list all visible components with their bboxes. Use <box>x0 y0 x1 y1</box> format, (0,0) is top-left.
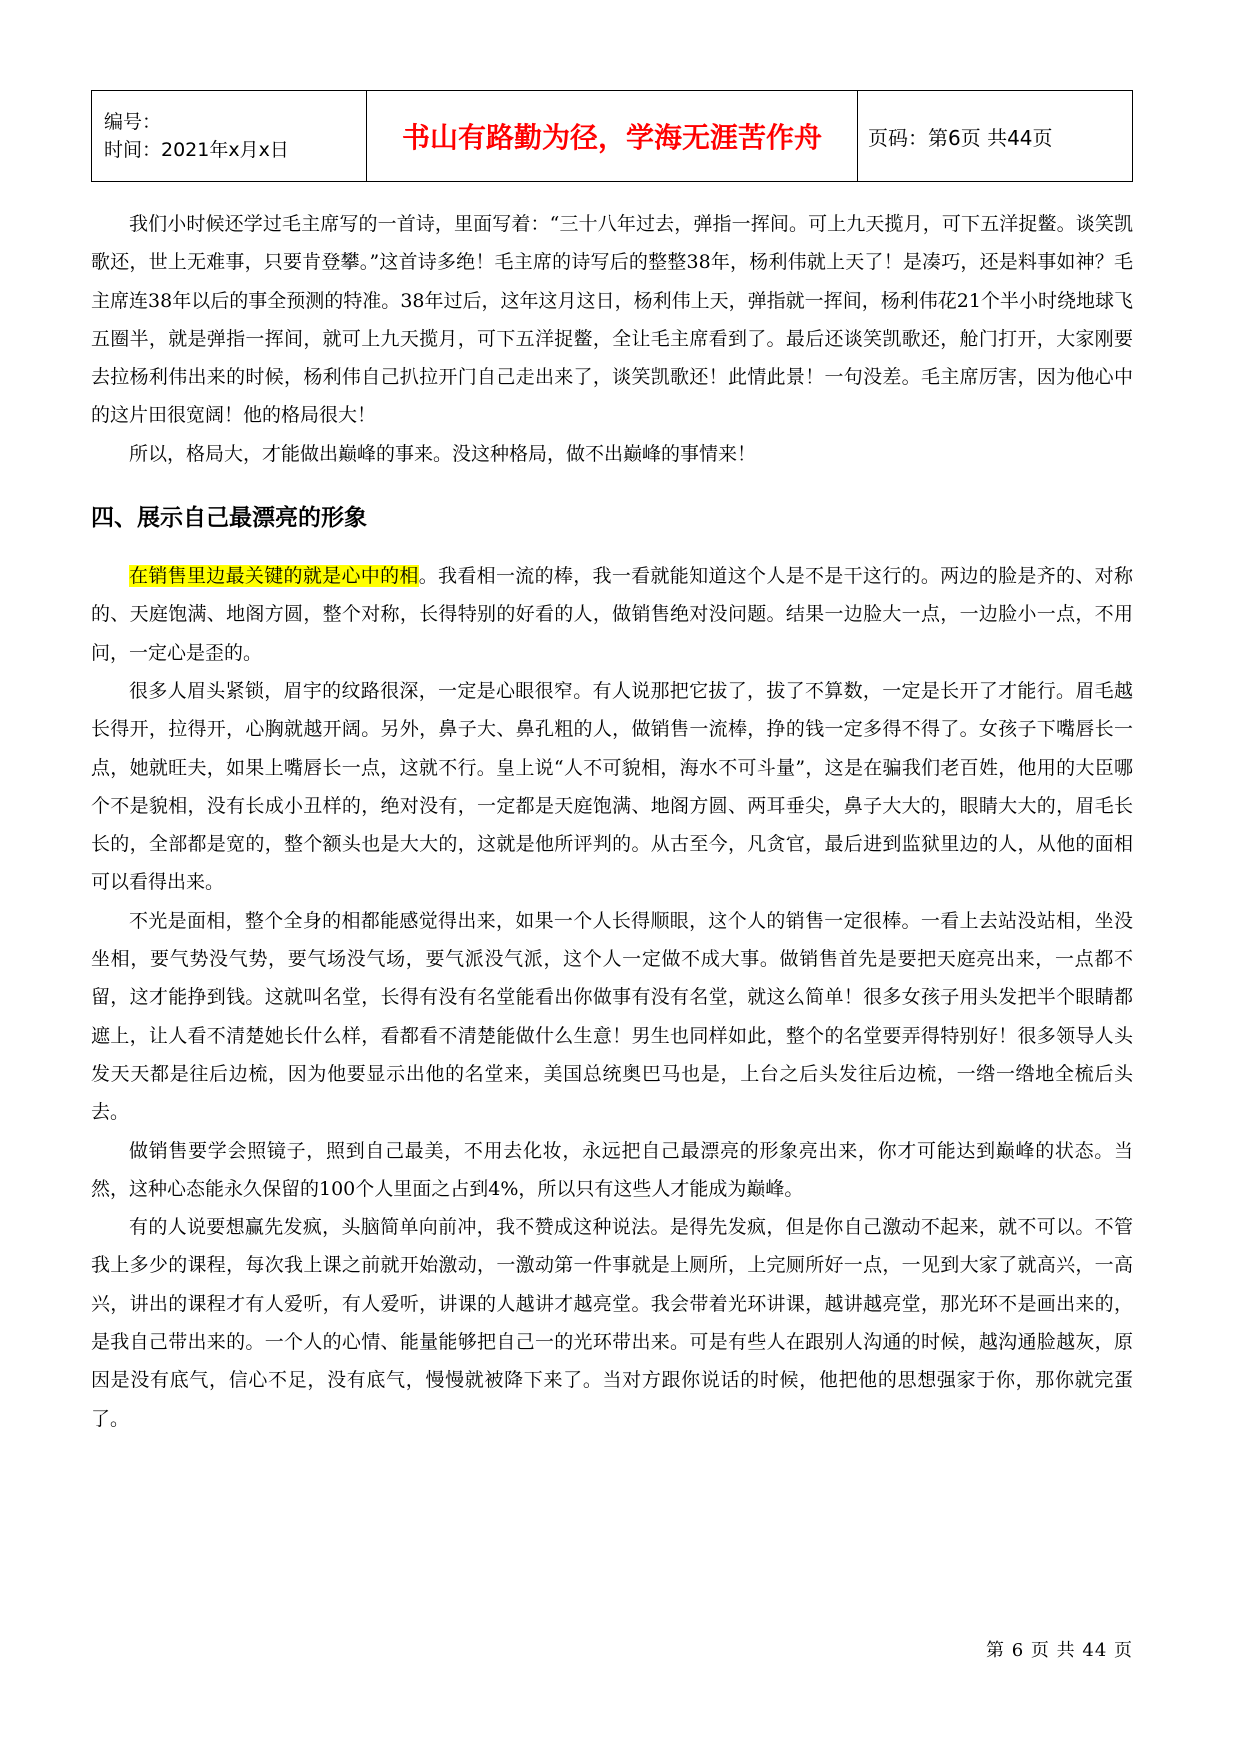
paragraph: 有的人说要想赢先发疯，头脑简单向前冲，我不赞成这种说法。是得先发疯，但是你自己激动不起来，就不可以。不管我上多少的课程，每次我上课之前就开始激动，一激动第一件事就是上厕所，上完厕所好一点，一见到大家了就高兴，一高兴，讲出的课程才有人爱听，有人爱听，讲课的人越讲才越亮堂。我会带着光环讲课，越讲越亮堂，那光环不是画出来的，是我自己带出来的。一个人的心情、能量能够把自己一的光环带出来。可是有些人在跟别人沟通的时候，越沟通脸越灰，原因是没有底气，信心不足，没有底气，慢慢就被降下来了。当对方跟你说话的时候，他把他的思想强家于你，那你就完蛋了。 <box>91 1216 1133 1430</box>
document-number-label: 编号： <box>104 111 162 133</box>
paragraph: 不光是面相，整个全身的相都能感觉得出来，如果一个人长得顺眼，这个人的销售一定很棒。一看上去站没站相，坐没坐相，要气势没气势，要气场没气场，要气派没气派，这个人一定做不成大事。做销售首先是要把天庭亮出来，一点都不留，这才能挣到钱。这就叫名堂，长得有没有名堂能看出你做事有没有名堂，就这么简单！很多女孩子用头发把半个眼睛都遮上，让人看不清楚她长什么样，看都看不清楚能做什么生意！男生也同样如此，整个的名堂要弄得特别好！很多领导人头发天天都是往后边梳，因为他要显示出他的名堂来，美国总统奥巴马也是，上台之后头发往后边梳，一绺一绺地全梳后头去。 <box>91 909 1133 1124</box>
document-body <box>91 205 1133 1438</box>
header-page-number: 页码：第6页 共44页 <box>858 91 1133 182</box>
document-header <box>91 90 1133 182</box>
section-heading: 四、展示自己最漂亮的形象 <box>91 505 367 532</box>
paragraph: 所以，格局大，才能做出巅峰的事来。没这种格局，做不出巅峰的事情来！ <box>129 442 757 465</box>
page-footer: 第 6 页 共 44 页 <box>986 1640 1133 1661</box>
paragraph-highlighted <box>91 557 1133 672</box>
header-motto: 书山有路勤为径，学海无涯苦作舟 <box>367 91 858 182</box>
paragraph: 做销售要学会照镜子，照到自己最美，不用去化妆，永远把自己最漂亮的形象亮出来，你才可能达到巅峰的状态。当然，这种心态能永久保留的100个人里面之占到4%，所以只有这些人才能成为巅峰。 <box>91 1139 1133 1200</box>
paragraph: 我们小时候还学过毛主席写的一首诗，里面写着：“三十八年过去，弹指一挥间。可上九天揽月，可下五洋捉鳖。谈笑凯歌还，世上无难事，只要肯登攀。”这首诗多绝！毛主席的诗写后的整整38年，杨利伟就上天了！是凑巧，还是料事如神？毛主席连38年以后的事全预测的特准。38年过后，这年这月这日，杨利伟上天，弹指就一挥间，杨利伟花21个半小时绕地球飞五圈半，就是弹指一挥间，就可上九天揽月，可下五洋捉鳖，全让毛主席看到了。最后还谈笑凯歌还，舱门打开，大家刚要去拉杨利伟出来的时候，杨利伟自己扒拉开门自己走出来了，谈笑凯歌还！此情此景！一句没差。毛主席厉害，因为他心中的这片田很宽阔！他的格局很大！ <box>91 213 1133 427</box>
paragraph: 很多人眉头紧锁，眉宇的纹路很深，一定是心眼很窄。有人说那把它拔了，拔了不算数，一定是长开了才能行。眉毛越长得开，拉得开，心胸就越开阔。另外，鼻子大、鼻孔粗的人，做销售一流棒，挣的钱一定多得不得了。女孩子下嘴唇长一点，她就旺夫，如果上嘴唇长一点，这就不行。皇上说“人不可貌相，海水不可斗量”，这是在骗我们老百姓，他用的大臣哪个不是貌相，没有长成小丑样的，绝对没有，一定都是天庭饱满、地阁方圆、两耳垂尖，鼻子大大的，眼睛大大的，眉毛长长的，全部都是宽的，整个额头也是大大的，这就是他所评判的。从古至今，凡贪官，最后进到监狱里边的人，从他的面相可以看得出来。 <box>91 679 1133 894</box>
paragraph-text: 。我看相一流的棒，我一看就能知道这个人是不是干这行的。两边的脸是齐的、对称的、天庭饱满、地阁方圆，整个对称，长得特别的好看的人，做销售绝对没问题。结果一边脸大一点，一边脸小一点，不用问，一定心是歪的。 <box>91 565 1133 664</box>
header-left-cell <box>92 91 367 182</box>
highlighted-text: 在销售里边最关键的就是心中的相 <box>129 565 419 588</box>
document-date: 时间：2021年x月x日 <box>104 139 289 161</box>
